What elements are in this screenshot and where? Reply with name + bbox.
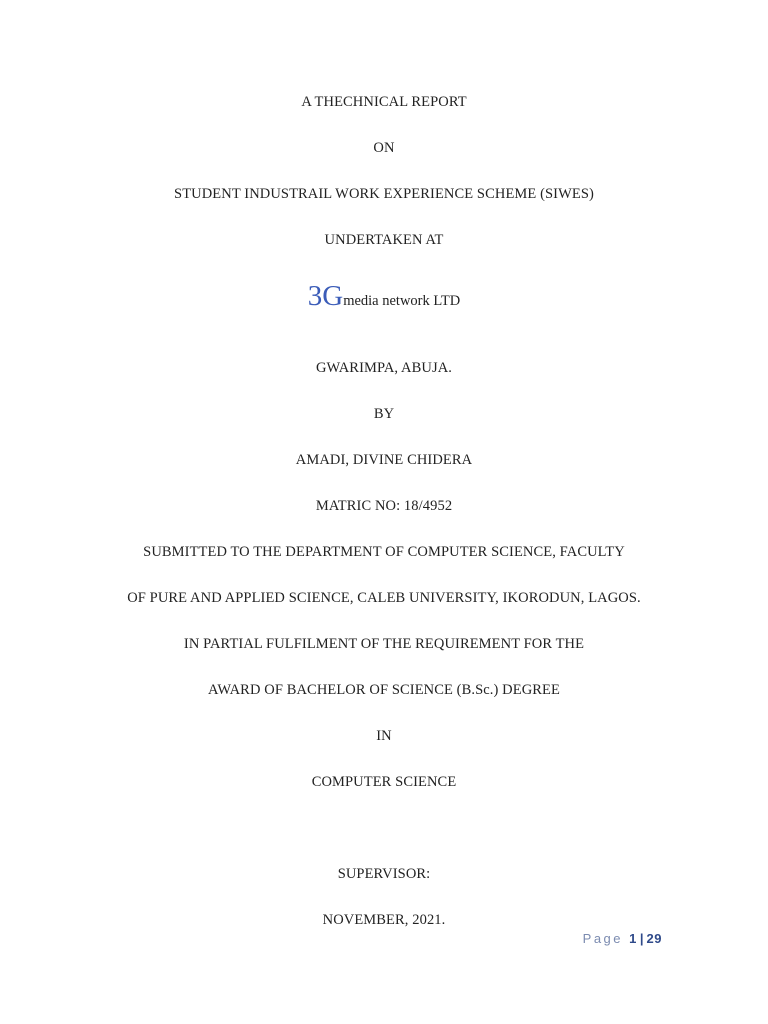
page-label: Page xyxy=(582,931,624,946)
scheme-title: STUDENT INDUSTRAIL WORK EXPERIENCE SCHEME (SIWES) xyxy=(174,186,594,202)
submission-date: NOVEMBER, 2021. xyxy=(322,912,446,928)
on-text: ON xyxy=(373,140,395,156)
report-title: A THECHNICAL REPORT xyxy=(301,94,467,110)
submitted-to-line-2: OF PURE AND APPLIED SCIENCE, CALEB UNIVERSITY, IKORODUN, LAGOS. xyxy=(127,590,641,606)
company-name xyxy=(0,281,768,311)
field-of-study: COMPUTER SCIENCE xyxy=(311,774,457,790)
company-location: GWARIMPA, ABUJA. xyxy=(315,360,453,376)
author-name: AMADI, DIVINE CHIDERA xyxy=(295,452,473,468)
company-name-text: media network LTD xyxy=(343,293,461,309)
page-number: 1 xyxy=(629,931,637,946)
fulfilment-statement: IN PARTIAL FULFILMENT OF THE REQUIREMENT FOR THE xyxy=(183,636,585,652)
submitted-to-line-1: SUBMITTED TO THE DEPARTMENT OF COMPUTER SCIENCE, FACULTY xyxy=(143,544,625,560)
supervisor-label: SUPERVISOR: xyxy=(337,866,431,882)
page-footer xyxy=(583,931,662,946)
total-pages: 29 xyxy=(646,931,662,946)
undertaken-at: UNDERTAKEN AT xyxy=(324,232,444,248)
page-separator: | xyxy=(639,931,644,946)
company-logo-mark: 3G xyxy=(307,280,344,312)
by-text: BY xyxy=(373,406,395,422)
matric-number: MATRIC NO: 18/4952 xyxy=(315,498,453,514)
award-statement: AWARD OF BACHELOR OF SCIENCE (B.Sc.) DEGREE xyxy=(208,682,560,698)
in-text: IN xyxy=(376,728,392,744)
